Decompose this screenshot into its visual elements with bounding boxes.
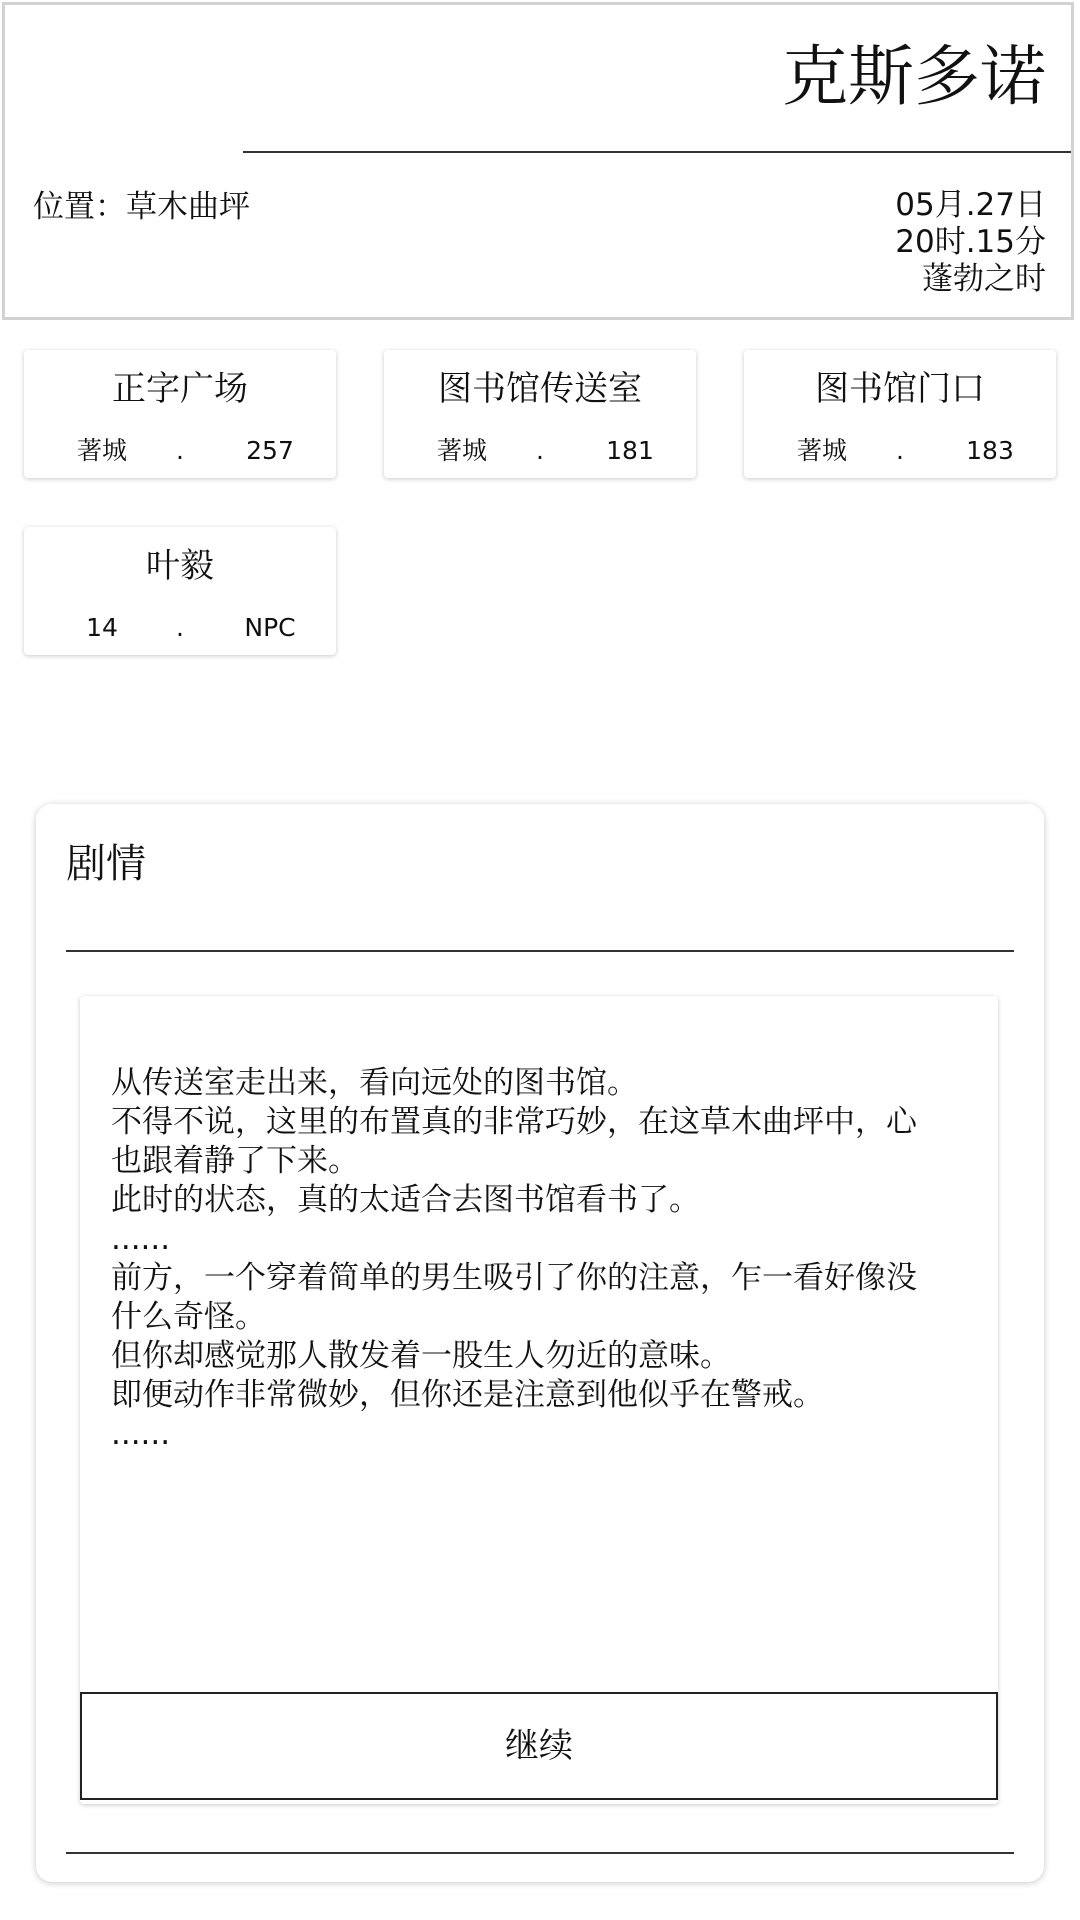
game-time: 20时.15分 [895, 224, 1046, 260]
story-line: ...... [111, 1416, 171, 1452]
place-card-value: 257 [246, 436, 294, 465]
story-line: ...... [111, 1221, 171, 1257]
story-text-box [80, 996, 998, 1804]
story-line: 不得不说，这里的布置真的非常巧妙，在这草木曲坪中，心 [111, 1104, 917, 1140]
npc-card-type: NPC [244, 613, 296, 642]
place-card-library-teleport-room[interactable] [384, 350, 696, 478]
place-card-title: 图书馆传送室 [438, 369, 642, 409]
npc-card-separator: . [176, 613, 184, 642]
place-card-separator: . [176, 436, 184, 465]
location-label: 位置： [33, 189, 126, 225]
story-divider-top [66, 950, 1014, 952]
place-card-value: 181 [606, 436, 654, 465]
npc-card-name: 叶毅 [146, 546, 214, 586]
story-line: 即便动作非常微妙，但你还是注意到他似乎在警戒。 [111, 1377, 824, 1413]
location-value: 草木曲坪 [126, 189, 250, 225]
game-datetime [895, 187, 1046, 298]
npc-card-level: 14 [86, 613, 118, 642]
continue-button[interactable]: 继续 [80, 1692, 998, 1800]
place-card-region: 著城 [436, 436, 487, 465]
story-line: 什么奇怪。 [111, 1299, 266, 1335]
place-card-title: 图书馆门口 [815, 369, 985, 409]
story-panel [36, 804, 1044, 1882]
story-line: 也跟着静了下来。 [111, 1143, 359, 1179]
status-header [2, 2, 1074, 320]
place-card-title: 正字广场 [112, 369, 248, 409]
npc-card-ye-yi[interactable] [24, 527, 336, 655]
location-info [33, 187, 250, 227]
story-line: 此时的状态，真的太适合去图书馆看书了。 [111, 1182, 700, 1218]
game-period: 蓬勃之时 [922, 261, 1046, 297]
story-title: 剧情 [66, 841, 146, 887]
place-card-zhengzi-square[interactable] [24, 350, 336, 478]
story-line: 前方，一个穿着简单的男生吸引了你的注意，乍一看好像没 [111, 1260, 917, 1296]
place-card-separator: . [896, 436, 904, 465]
game-date: 05月.27日 [895, 187, 1046, 223]
place-card-region: 著城 [76, 436, 127, 465]
character-name: 克斯多诺 [782, 38, 1046, 115]
story-line: 但你却感觉那人散发着一股生人勿近的意味。 [111, 1338, 731, 1374]
place-card-library-entrance[interactable] [744, 350, 1056, 478]
story-line: 从传送室走出来，看向远处的图书馆。 [111, 1065, 638, 1101]
place-card-separator: . [536, 436, 544, 465]
place-card-value: 183 [966, 436, 1014, 465]
story-divider-bottom [66, 1852, 1014, 1854]
place-card-region: 著城 [796, 436, 847, 465]
header-divider [243, 151, 1071, 153]
story-text [111, 1064, 967, 1454]
